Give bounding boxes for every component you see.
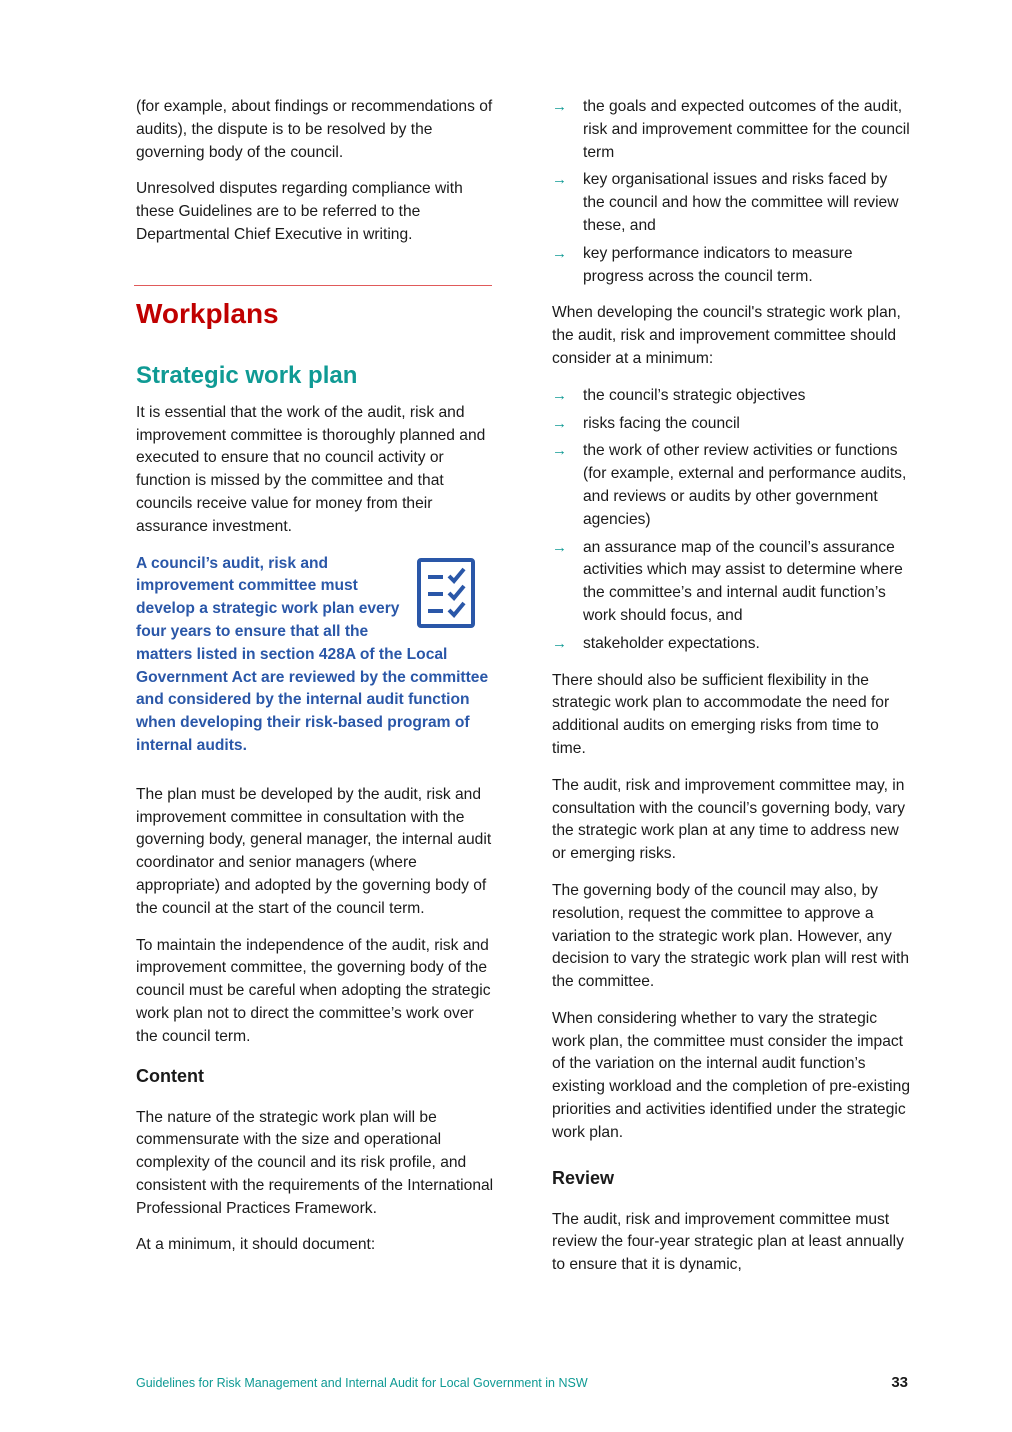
- callout-text: A council’s audit, risk and improvement committee must develop a strategic work plan every four years to ensure that all the matters listed in section 428A of the Local Government Act are reviewed by the committee and considered by the internal audit function when developing their risk-based program of internal audits.: [136, 554, 489, 754]
- paragraph-governing-body: The governing body of the council may also, by resolution, request the committee to approve a variation to the strategic work plan. However, any decision to vary the strategic work plan will rest with the committee.: [552, 881, 910, 991]
- paragraph-at-minimum: At a minimum, it should document:: [136, 1236, 376, 1254]
- list-item: → risks facing the council: [552, 413, 912, 436]
- arrow-right-icon: →: [552, 386, 567, 404]
- arrow-right-icon: →: [552, 244, 567, 262]
- arrow-right-icon: →: [552, 171, 567, 189]
- paragraph-essential-work: It is essential that the work of the audit, risk and improvement committee is thoroughly planned and executed to ensure that no council activity or function is missed by the committee and that councils receive value for money from their assurance investment.: [136, 403, 486, 535]
- list-item: → the goals and expected outcomes of the audit, risk and improvement committee for the council term: [552, 98, 910, 161]
- heading-review: Review: [552, 1167, 615, 1188]
- paragraph-dispute: (for example, about findings or recommendations of audits), the dispute is to be resolved by the governing body of the council.: [136, 98, 493, 161]
- section-divider: [134, 285, 492, 286]
- right-column: [552, 96, 912, 1291]
- requirement-callout: [136, 553, 498, 758]
- document-list: [552, 96, 912, 288]
- subheading-strategic-work-plan: Strategic work plan: [136, 361, 358, 389]
- left-column: [136, 96, 498, 1271]
- paragraph-vary-plan: The audit, risk and improvement committee may, in consultation with the council’s governing body, vary the strategic work plan at any time to address new or emerging risks.: [552, 776, 906, 863]
- page-number: 33: [891, 1374, 908, 1391]
- list-item: → key organisational issues and risks faced by the council and how the committee will review these, and: [552, 171, 899, 234]
- heading-content: Content: [136, 1065, 204, 1086]
- paragraph-plan-development: The plan must be developed by the audit, risk and improvement committee in consultation with the governing body, general manager, the internal audit coordinator and senior managers (where appropriate) and adopted by the governing body of the council at the start of the council term.: [136, 785, 492, 917]
- paragraph-review: The audit, risk and improvement committee must review the four-year strategic plan at least annually to ensure that it is dynamic,: [552, 1210, 904, 1274]
- list-item: → key performance indicators to measure progress across the council term.: [552, 244, 853, 285]
- list-item: → the council’s strategic objectives: [552, 385, 912, 408]
- arrow-right-icon: →: [552, 414, 567, 432]
- paragraph-developing-plan: When developing the council's strategic work plan, the audit, risk and improvement committee should consider at a minimum:: [552, 304, 901, 367]
- list-item: → an assurance map of the council’s assurance activities which may assist to determine where the committee’s and internal audit function’s work should focus, and: [552, 538, 903, 624]
- paragraph-unresolved-disputes: Unresolved disputes regarding compliance with these Guidelines are to be referred to the Departmental Chief Executive in writing.: [136, 180, 463, 243]
- section-heading-workplans: Workplans: [136, 297, 279, 329]
- arrow-right-icon: →: [552, 98, 567, 115]
- paragraph-nature: The nature of the strategic work plan will be commensurate with the size and operational complexity of the council and its risk profile, and consistent with the requirements of the International Professional Practices Framework.: [136, 1108, 494, 1217]
- arrow-right-icon: →: [552, 538, 567, 556]
- consider-list: [552, 385, 912, 656]
- paragraph-independence: To maintain the independence of the audit, risk and improvement committee, the governing body of the council must be careful when adopting the strategic work plan not to direct the committee’s work over the council term.: [136, 936, 491, 1045]
- list-item: → the work of other review activities or functions (for example, external and performance audits, and reviews or audits by other government agencies): [552, 442, 907, 528]
- paragraph-considering-variation: When considering whether to vary the strategic work plan, the committee must consider the impact of the variation on the internal audit function’s existing workload and the completion of pre-existing priorities and activities identified under the strategic work plan.: [552, 1009, 910, 1141]
- checklist-icon: [416, 557, 476, 629]
- paragraph-flexibility: There should also be sufficient flexibility in the strategic work plan to accommodate the need for additional audits on emerging risks from time to time.: [552, 671, 890, 757]
- footer-title: Guidelines for Risk Management and Internal Audit for Local Government in NSW: [136, 1376, 588, 1390]
- arrow-right-icon: →: [552, 442, 567, 460]
- list-item: → stakeholder expectations.: [552, 633, 912, 656]
- arrow-right-icon: →: [552, 634, 567, 652]
- page-footer: [136, 1374, 908, 1398]
